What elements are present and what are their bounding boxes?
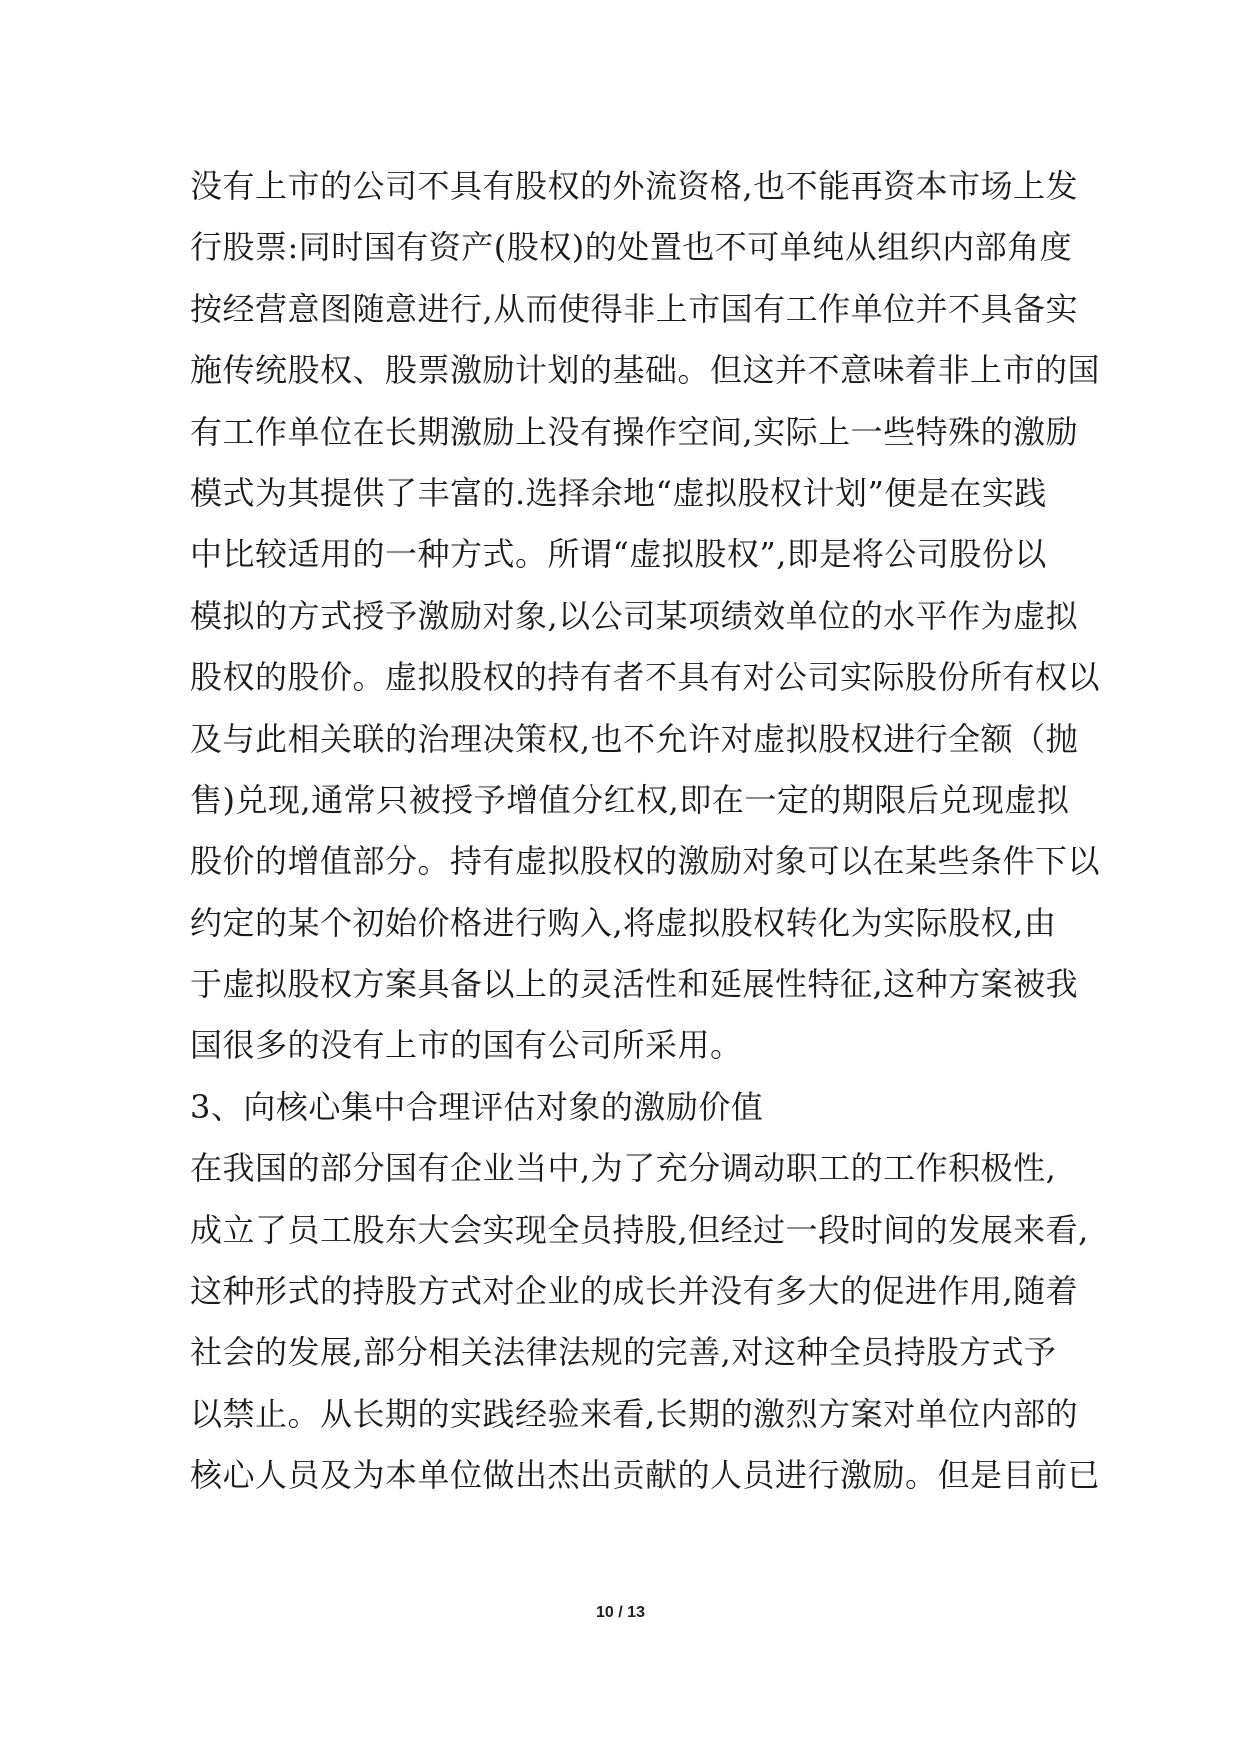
body-text [190,156,1101,1507]
text-line: 中比较适用的一种方式。所谓“虚拟股权”,即是将公司股份以 [190,535,1047,574]
text-line: 售)兑现,通常只被授予增值分红权,即在一定的期限后兑现虚拟 [190,780,1070,819]
text-line: 及与此相关联的治理决策权,也不允许对虚拟股权进行全额（抛 [190,719,1079,758]
text-line: 股权的股价。虚拟股权的持有者不具有对公司实际股份所有权以 [190,658,1101,697]
text-line: 国很多的没有上市的国有公司所采用。 [190,1026,743,1065]
text-line: 以禁止。从长期的实践经验来看,长期的激烈方案对单位内部的 [190,1394,1079,1433]
page-number: 10 / 13 [596,1604,645,1621]
text-line: 于虚拟股权方案具备以上的灵活性和延展性特征,这种方案被我 [190,965,1079,1004]
paragraph-1 [190,156,1101,1077]
text-line: 按经营意图随意进行,从而使得非上市国有工作单位并不具备实 [190,289,1079,328]
text-line: 有工作单位在长期激励上没有操作空间,实际上一些特殊的激励 [190,412,1079,451]
text-line: 股价的增值部分。持有虚拟股权的激励对象可以在某些条件下以 [190,842,1101,881]
text-line: 约定的某个初始价格进行购入,将虚拟股权转化为实际股权,由 [190,903,1057,942]
paragraph-2 [190,1138,1101,1506]
text-line: 在我国的部分国有企业当中,为了充分调动职工的工作积极性, [190,1149,1057,1188]
text-line: 模拟的方式授予激励对象,以公司某项绩效单位的水平作为虚拟 [190,596,1079,635]
text-line: 社会的发展,部分相关法律法规的完善,对这种全员持股方式予 [190,1333,1057,1372]
text-line: 核心人员及为本单位做出杰出贡献的人员进行激励。但是目前已 [190,1456,1101,1495]
text-line: 这种形式的持股方式对企业的成长并没有多大的促进作用,随着 [190,1272,1079,1311]
section-heading: 3、向核心集中合理评估对象的激励价值 [190,1087,764,1126]
text-line: 没有上市的公司不具有股权的外流资格,也不能再资本市场上发 [190,167,1079,205]
text-line: 成立了员工股东大会实现全员持股,但经过一段时间的发展来看, [190,1210,1089,1249]
text-line: 施传统股权、股票激励计划的基础。但这并不意味着非上市的国 [190,351,1101,390]
text-line: 行股票:同时国有资产(股权)的处置也不可单纯从组织内部角度 [190,228,1073,267]
text-line: 模式为其提供了丰富的.选择余地“虚拟股权计划”便是在实践 [190,473,1047,512]
